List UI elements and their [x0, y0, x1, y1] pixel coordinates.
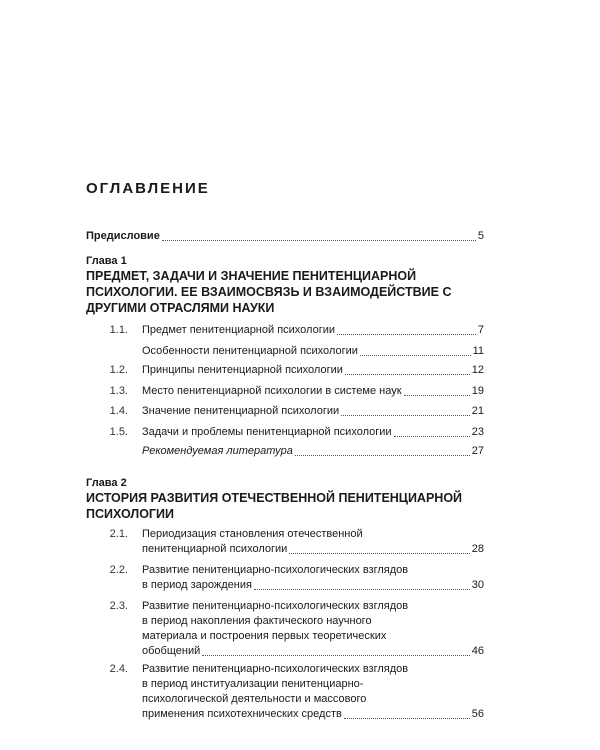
page-number: 30 [471, 579, 484, 591]
dot-leader [295, 455, 470, 456]
dot-leader [289, 553, 469, 554]
toc-entry-preface[interactable] [86, 229, 484, 244]
toc-entry-1-3[interactable] [86, 384, 484, 399]
chapter-2-label: Глава 2 [86, 477, 127, 489]
entry-line: Развитие пенитенциарно-психологических взглядов [142, 663, 409, 675]
toc-entry-1-2[interactable] [86, 363, 484, 378]
section-number: 2.3. [109, 600, 128, 612]
dot-leader [162, 240, 476, 241]
toc-entry-2-1[interactable] [86, 527, 484, 557]
dot-leader [345, 374, 470, 375]
section-number: 1.1. [109, 324, 128, 336]
page-number: 7 [477, 324, 484, 336]
dot-leader [360, 355, 471, 356]
entry-line: в период накопления фактического научного [142, 615, 372, 627]
toc-entry-1-5[interactable] [86, 425, 484, 440]
section-number: 1.5. [109, 426, 128, 438]
dot-leader [337, 334, 476, 335]
page-number: 11 [472, 345, 484, 357]
section-number: 1.4. [109, 405, 128, 417]
entry-line: в период институализации пенитенциарно- [142, 678, 364, 690]
entry-label: Предисловие [86, 230, 160, 242]
section-number: 2.1. [109, 528, 128, 540]
entry-label: Место пенитенциарной психологии в системе наук [142, 385, 402, 397]
section-number: 1.3. [109, 385, 128, 397]
chapter-1-title: ПРЕДМЕТ, ЗАДАЧИ И ЗНАЧЕНИЕ ПЕНИТЕНЦИАРНОЙ ПСИХОЛОГИИ. ЕЕ ВЗАИМОСВЯЗЬ И ВЗАИМОДЕЙСТВИЕ С ДРУГИМИ ОТРАСЛЯМИ НАУКИ [86, 269, 452, 315]
dot-leader [202, 655, 470, 656]
section-number: 1.2. [109, 364, 128, 376]
entry-label: Предмет пенитенциарной психологии [142, 324, 336, 336]
page-number: 12 [471, 364, 484, 376]
chapter-2-title: ИСТОРИЯ РАЗВИТИЯ ОТЕЧЕСТВЕННОЙ ПЕНИТЕНЦИАРНОЙ ПСИХОЛОГИИ [86, 491, 463, 521]
page-number: 46 [471, 645, 484, 657]
entry-label: в период зарождения [142, 579, 252, 591]
toc-entry-1-1[interactable] [86, 323, 484, 338]
chapter-1-label: Глава 1 [86, 255, 127, 267]
entry-label: обобщений [142, 645, 201, 657]
dot-leader [341, 415, 470, 416]
page-number: 19 [471, 385, 484, 397]
entry-label: Задачи и проблемы пенитенциарной психологии [142, 426, 392, 438]
page-number: 5 [477, 230, 484, 242]
toc-entry-2-3[interactable] [86, 599, 484, 659]
dot-leader [394, 436, 470, 437]
toc-entry-literature[interactable] [86, 444, 484, 459]
entry-line: Периодизация становления отечественной [142, 528, 363, 540]
entry-label: пенитенциарной психологии [142, 543, 288, 555]
toc-entry-2-4[interactable] [86, 662, 484, 722]
page-number: 27 [471, 445, 484, 457]
page-number: 23 [471, 426, 484, 438]
entry-label: применения психотехнических средств [142, 708, 342, 720]
toc-heading: ОГЛАВЛЕНИЕ [86, 180, 210, 197]
dot-leader [344, 718, 470, 719]
page-number: 21 [471, 405, 484, 417]
entry-label: Рекомендуемая литература [142, 445, 293, 457]
entry-line: материала и построения первых теоретических [142, 630, 387, 642]
toc-entry-1-4[interactable] [86, 404, 484, 419]
page-number: 28 [471, 543, 484, 555]
entry-line: Развитие пенитенциарно-психологических взглядов [142, 600, 409, 612]
toc-entry-1-1-features[interactable] [86, 344, 484, 359]
entry-line: Развитие пенитенциарно-психологических взглядов [142, 564, 409, 576]
dot-leader [254, 589, 470, 590]
entry-label: Принципы пенитенциарной психологии [142, 364, 343, 376]
entry-line: психологической деятельности и массового [142, 693, 367, 705]
section-number: 2.2. [109, 564, 128, 576]
entry-label: Значение пенитенциарной психологии [142, 405, 340, 417]
dot-leader [404, 395, 470, 396]
entry-label: Особенности пенитенциарной психологии [142, 345, 358, 357]
section-number: 2.4. [109, 663, 128, 675]
page-number: 56 [471, 708, 484, 720]
toc-entry-2-2[interactable] [86, 563, 484, 593]
